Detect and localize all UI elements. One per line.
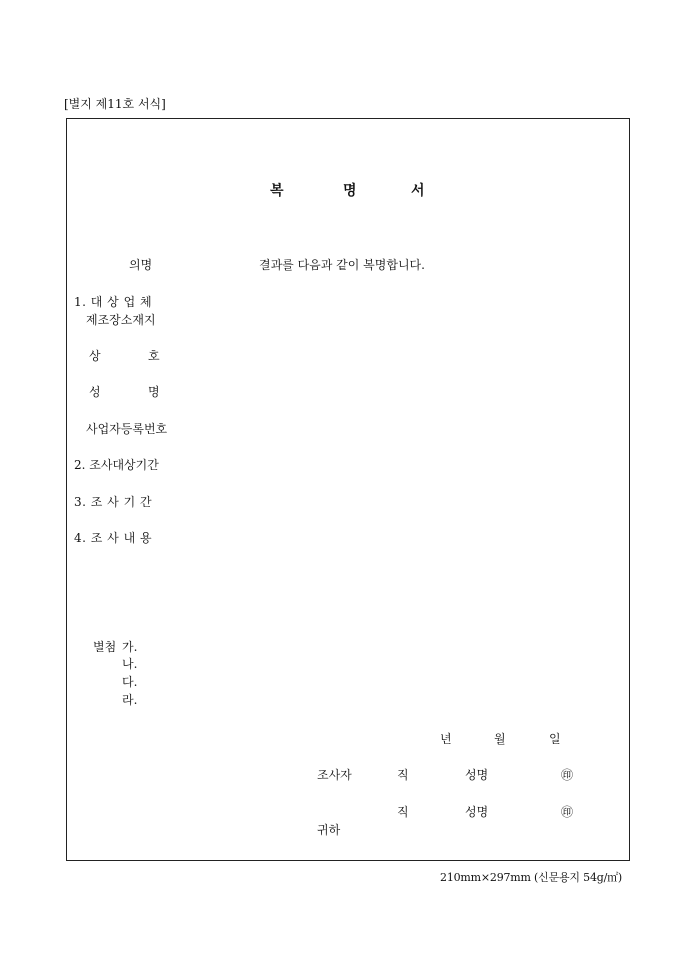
attachment-item: 나. (122, 657, 138, 671)
section-1-name-label-b: 명 (148, 385, 160, 399)
section-1-location-label: 제조장소재지 (86, 313, 156, 327)
date-year-label: 년 (440, 732, 452, 746)
name-label-1: 성명 (465, 768, 489, 782)
section-3-title: 3. 조 사 기 간 (74, 495, 153, 509)
section-4-title: 4. 조 사 내 용 (74, 531, 153, 545)
section-1-trade-name-label-a: 상 (89, 349, 101, 363)
date-month-label: 월 (494, 732, 506, 746)
attachment-item: 다. (122, 675, 138, 689)
attachment-item: 가. (122, 640, 138, 654)
seal-mark-1: ㊞ (561, 768, 574, 782)
paper-spec-footer: 210mm×297mm (신문용지 54g/㎡) (440, 871, 622, 884)
investigator-label: 조사자 (317, 768, 352, 782)
position-label-2: 직 (397, 805, 409, 819)
section-1-name-label-a: 성 (89, 385, 101, 399)
intro-label: 의명 (129, 258, 153, 272)
attachments-label: 별첨 (93, 640, 117, 654)
seal-mark-2: ㊞ (561, 805, 574, 819)
form-frame (66, 118, 630, 861)
section-2-title: 2. 조사대상기간 (74, 458, 159, 472)
position-label-1: 직 (397, 768, 409, 782)
name-label-2: 성명 (465, 805, 489, 819)
intro-text: 결과를 다음과 같이 복명합니다. (259, 258, 425, 272)
date-day-label: 일 (549, 732, 561, 746)
addressee-label: 귀하 (317, 823, 341, 837)
title-char-3: 서 (411, 183, 425, 199)
section-1-business-reg-label: 사업자등록번호 (86, 422, 168, 436)
section-1-trade-name-label-b: 호 (148, 349, 160, 363)
attachment-item: 라. (122, 693, 138, 707)
form-number-label: [별지 제11호 서식] (64, 97, 166, 111)
title-char-2: 명 (343, 183, 357, 199)
section-1-title: 1. 대 상 업 체 (74, 295, 153, 309)
title-char-1: 복 (270, 183, 284, 199)
